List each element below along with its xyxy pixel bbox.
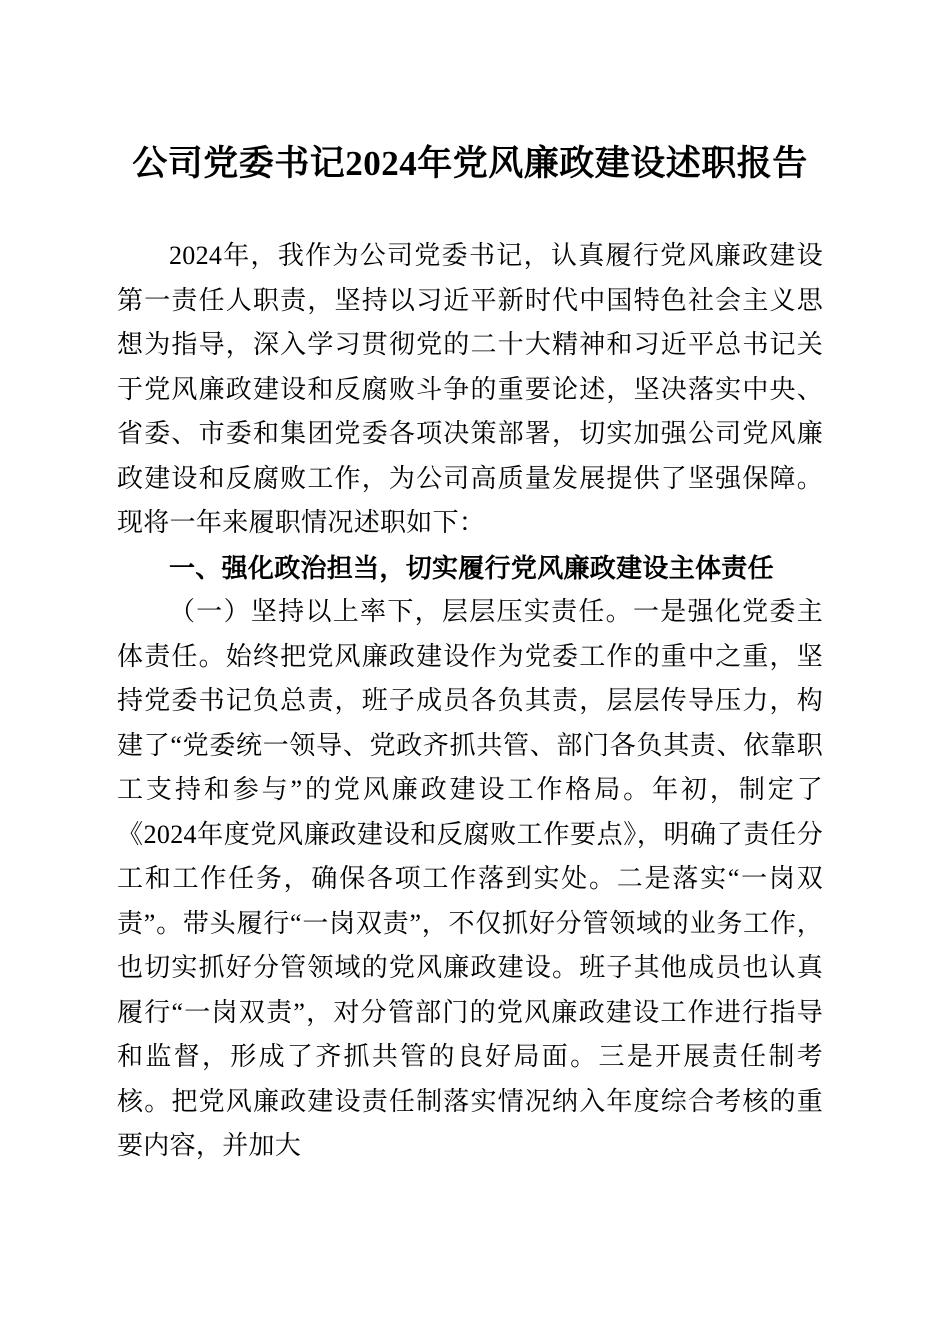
section-1-paragraph-lead-sentence: （一）坚持以上率下，层层压实责任。 [169, 597, 633, 626]
section-1-paragraph-body-text: 一是强化党委主体责任。始终把党风廉政建设作为党委工作的重中之重，坚持党委书记负总责，班子成员各负其责，层层传导压力，构建了“党委统一领导、党政齐抓共管、部门各负其责、依靠职工支持和参与”的党风廉政建设工作格局。年初，制定了《2024年度党风廉政建设和反腐败工作要点》，明确了责任分工和工作任务，确保各项工作落到实处。二是落实“一岗双责”。带头履行“一岗双责”，不仅抓好分管领域的业务工作，也切实抓好分管领域的党风廉政建设。班子其他成员也认真履行“一岗双责”，对分管部门的党风廉政建设工作进行指导和监督，形成了齐抓共管的良好局面。三是开展责任制考核。把党风廉政建设责任制落实情况纳入年度综合考核的重要内容，并加大 [117, 597, 823, 1160]
document-title: 公司党委书记2024年党风廉政建设述职报告 [132, 144, 808, 183]
section-1-heading: 一、强化政治担当，切实履行党风廉政建设主体责任 [169, 552, 774, 583]
section-1-paragraph [117, 590, 823, 1169]
intro-paragraph: 2024年，我作为公司党委书记，认真履行党风廉政建设第一责任人职责，坚持以习近平新时代中国特色社会主义思想为指导，深入学习贯彻党的二十大精神和习近平总书记关于党风廉政建设和反腐败斗争的重要论述，坚决落实中央、省委、市委和集团党委各项决策部署，切实加强公司党风廉政建设和反腐败工作，为公司高质量发展提供了坚强保障。现将一年来履职情况述职如下： [117, 241, 823, 537]
